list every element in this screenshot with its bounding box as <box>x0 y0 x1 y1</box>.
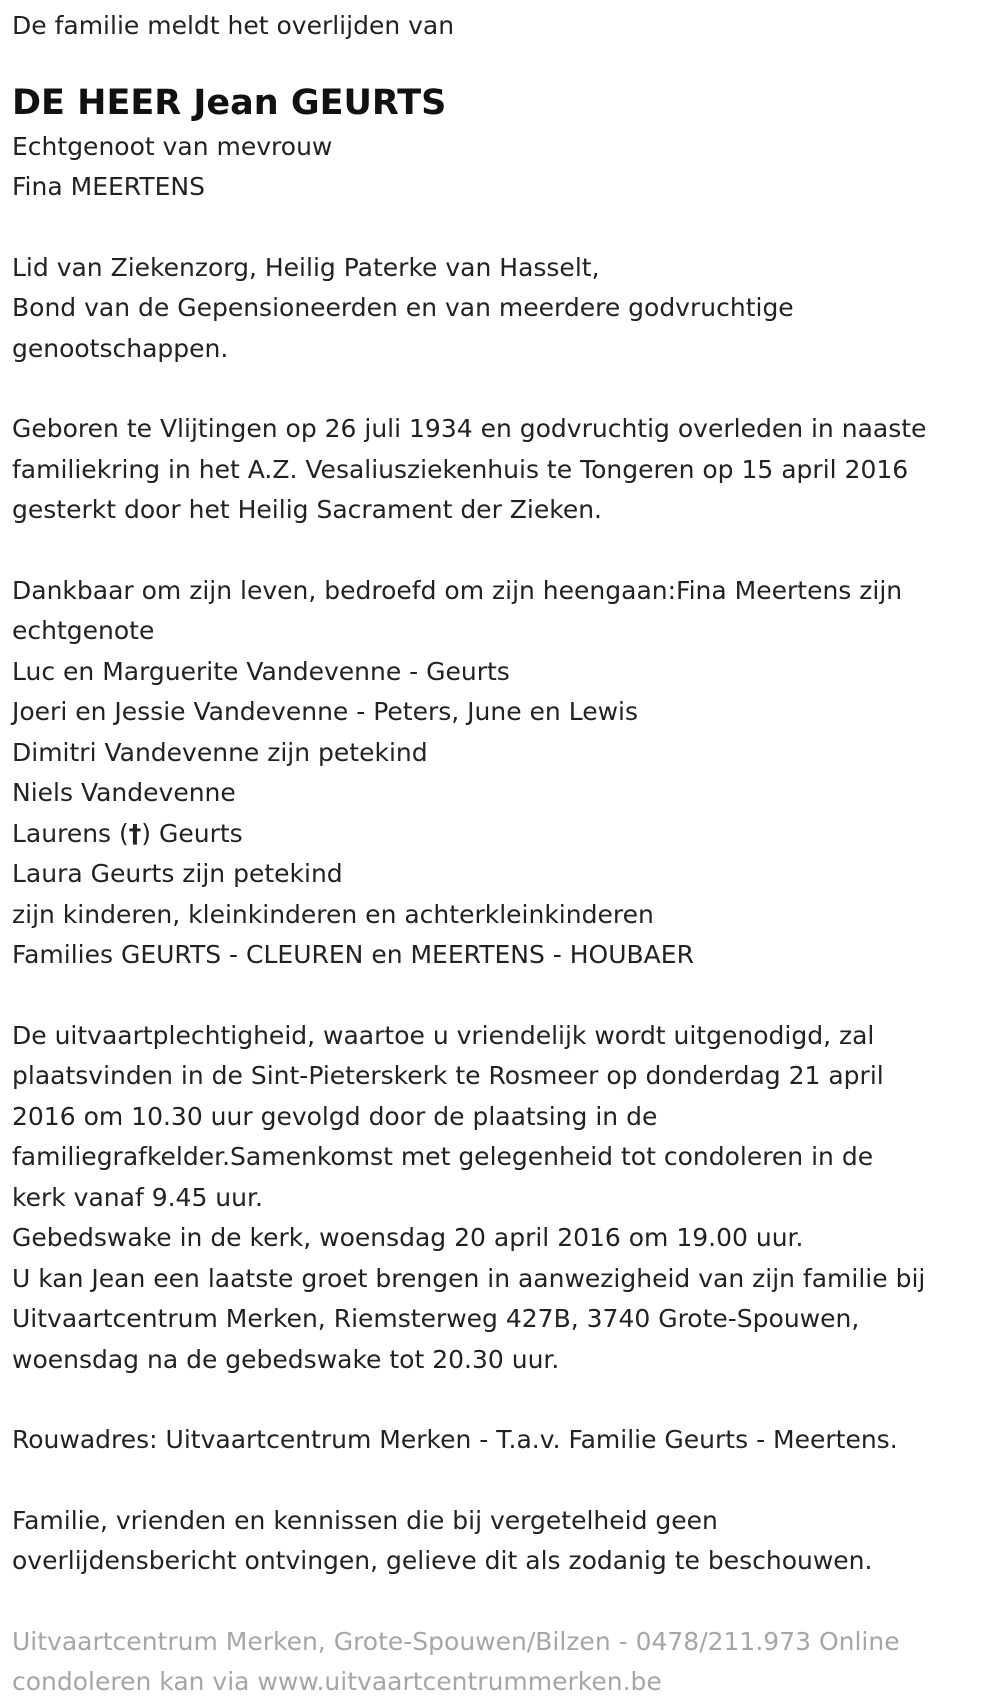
birth-death-line: Geboren te Vlijtingen op 26 juli 1934 en godvruchtig overleden in naaste <box>12 414 927 443</box>
ceremony-line: Gebedswake in de kerk, woensdag 20 april 2016 om 19.00 uur. <box>12 1223 804 1252</box>
birth-death-block <box>12 409 988 531</box>
laurens-after: ) Geurts <box>141 818 243 848</box>
memberships-block <box>12 248 988 370</box>
mourners-block <box>12 571 988 976</box>
laurens-before: Laurens ( <box>12 818 129 848</box>
mourner-line: Dankbaar om zijn leven, bedroefd om zijn heengaan:Fina Meertens zijn <box>12 575 903 605</box>
memberships-line: genootschappen. <box>12 333 229 363</box>
ceremony-line: De uitvaartplechtigheid, waartoe u vriendelijk wordt uitgenodigd, zal <box>12 1020 875 1050</box>
intro-text: De familie meldt het overlijden van <box>12 11 455 40</box>
address-block <box>12 1420 988 1461</box>
ceremony-line: familiegrafkelder.Samenkomst met gelegenheid tot condoleren in de <box>12 1142 874 1171</box>
ceremony-line: U kan Jean een laatste groet brengen in aanwezigheid van zijn familie bij <box>12 1263 926 1293</box>
mourner-line: Joeri en Jessie Vandevenne - Peters, June en Lewis <box>12 697 639 726</box>
ceremony-line: woensdag na de gebedswake tot 20.30 uur. <box>12 1344 560 1374</box>
ceremony-line: plaatsvinden in de Sint-Pieterskerk te Rosmeer op donderdag 21 april <box>12 1061 884 1090</box>
cross-icon: † <box>128 818 142 848</box>
spouse-line: Echtgenoot van mevrouw <box>12 131 333 161</box>
notice-line: overlijdensbericht ontvingen, gelieve dit als zodanig te beschouwen. <box>12 1546 873 1575</box>
mourner-line: echtgenote <box>12 616 155 645</box>
notice-line: Familie, vrienden en kennissen die bij vergetelheid geen <box>12 1505 718 1535</box>
spouse-block <box>12 127 988 208</box>
notice-block <box>12 1501 988 1582</box>
deceased-name: DE HEER Jean GEURTS <box>12 82 447 123</box>
mourner-line-laurens <box>12 814 988 855</box>
mourner-line: Laura Geurts zijn petekind <box>12 859 343 888</box>
birth-death-line: gesterkt door het Heilig Sacrament der Zieken. <box>12 495 603 524</box>
memberships-line: Bond van de Gepensioneerden en van meerdere godvruchtige <box>12 293 794 322</box>
ceremony-line: Uitvaartcentrum Merken, Riemsterweg 427B, 3740 Grote-Spouwen, <box>12 1304 860 1333</box>
memberships-line: Lid van Ziekenzorg, Heilig Paterke van Hasselt, <box>12 252 600 282</box>
mourner-line: Luc en Marguerite Vandevenne - Geurts <box>12 656 510 686</box>
spouse-line: Fina MEERTENS <box>12 172 205 201</box>
mourner-line: zijn kinderen, kleinkinderen en achterkleinkinderen <box>12 899 654 929</box>
mourner-line: Niels Vandevenne <box>12 778 236 807</box>
ceremony-block <box>12 1016 988 1381</box>
mourner-line: Dimitri Vandevenne zijn petekind <box>12 737 428 767</box>
ceremony-line: kerk vanaf 9.45 uur. <box>12 1182 263 1212</box>
footer-line: condoleren kan via www.uitvaartcentrummerken.be <box>12 1667 662 1696</box>
mourner-line: Families GEURTS - CLEUREN en MEERTENS - HOUBAER <box>12 940 694 969</box>
birth-death-line: familiekring in het A.Z. Vesaliusziekenhuis te Tongeren op 15 april 2016 <box>12 454 909 484</box>
footer-line: Uitvaartcentrum Merken, Grote-Spouwen/Bilzen - 0478/211.973 Online <box>12 1626 900 1656</box>
ceremony-line: 2016 om 10.30 uur gevolgd door de plaatsing in de <box>12 1101 658 1131</box>
footer-block <box>12 1622 988 1703</box>
mourning-address: Rouwadres: Uitvaartcentrum Merken - T.a.v. Familie Geurts - Meertens. <box>12 1425 898 1454</box>
